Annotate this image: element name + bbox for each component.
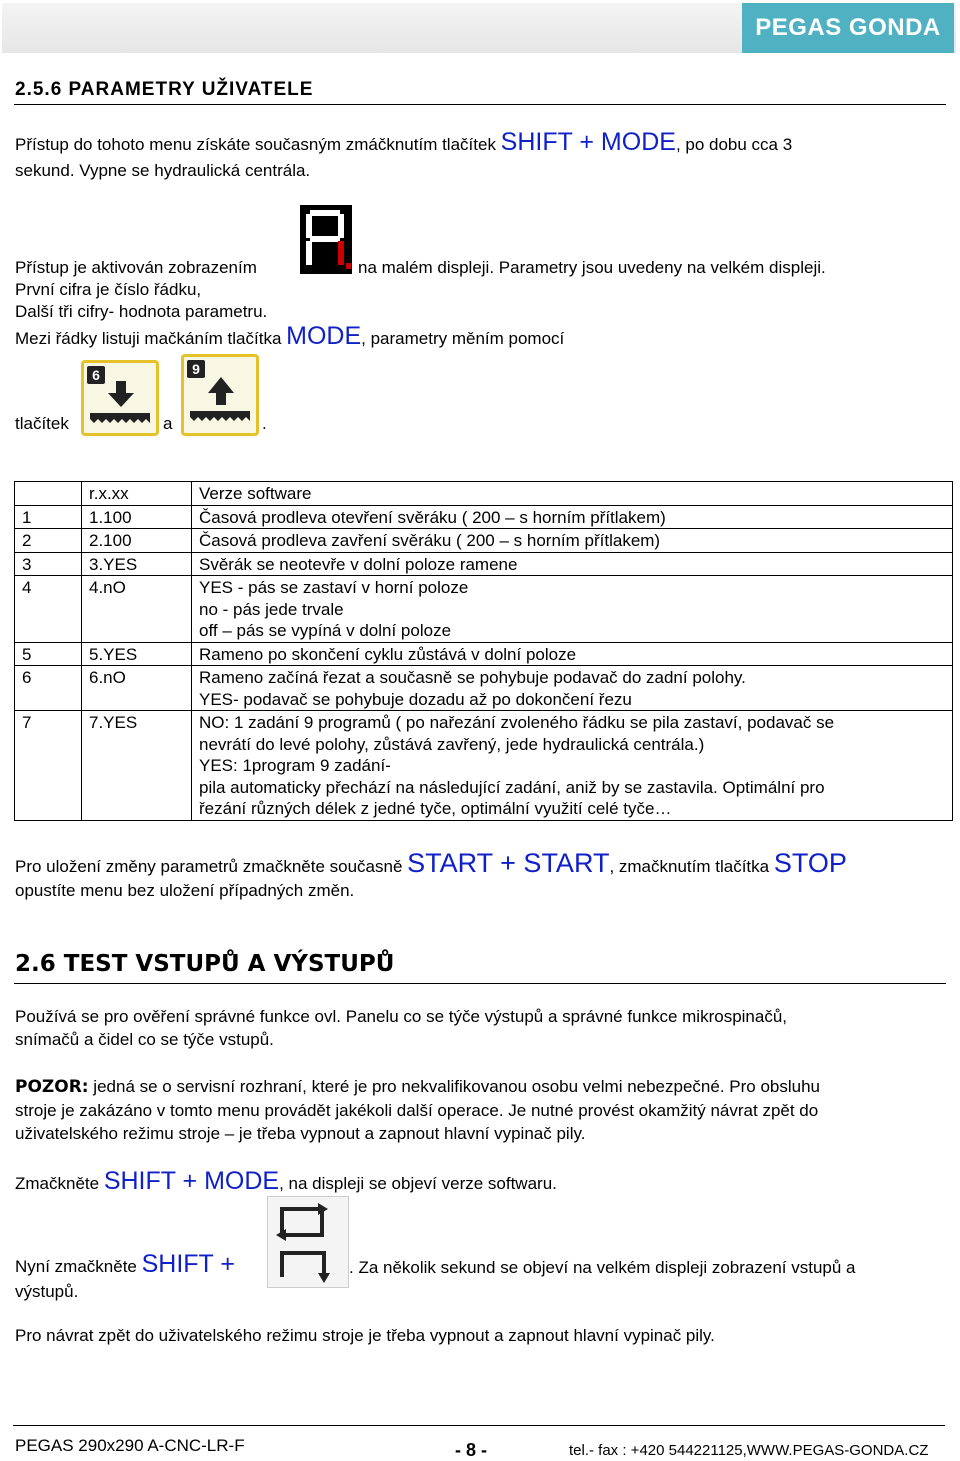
text: , zmačknutím tlačítka bbox=[609, 857, 774, 876]
description-line: Verze software bbox=[199, 484, 312, 503]
footer-model: PEGAS 290x290 A-CNC-LR-F bbox=[15, 1436, 245, 1455]
table-row bbox=[15, 505, 953, 529]
io-test-button-icon bbox=[267, 1196, 349, 1288]
paragraph-press-shift bbox=[15, 1250, 235, 1278]
key-shift-mode: SHIFT + MODE bbox=[500, 128, 676, 156]
description-line: off – pás se vypíná v dolní poloze bbox=[199, 621, 452, 640]
table-row bbox=[15, 482, 953, 506]
row-number: 7 bbox=[15, 711, 82, 821]
parameter-description bbox=[192, 711, 953, 821]
description-line: YES - pás se zastaví v horní poloze bbox=[199, 578, 469, 597]
parameter-code: 3.YES bbox=[82, 552, 192, 576]
paragraph-press-shift-b: . Za několik sekund se objeví na velkém displeji zobrazení vstupů a bbox=[349, 1258, 856, 1277]
paragraph-usage: Používá se pro ověření správné funkce ovl. Panelu co se týče výstupů a správné funkce mikrospinačů, bbox=[15, 1007, 788, 1026]
parameter-code: 2.100 bbox=[82, 529, 192, 553]
table-row bbox=[15, 529, 953, 553]
parameter-description bbox=[192, 576, 953, 643]
parameter-description bbox=[192, 666, 953, 711]
text: jedná se o servisní rozhraní, které je pro nekvalifikovanou osobu velmi nebezpečné. Pro obsluhu bbox=[88, 1077, 821, 1096]
description-line: pila automaticky přechází na následující zadání, aniž by se zastavila. Optimální pro bbox=[199, 777, 825, 797]
parameter-description bbox=[192, 505, 953, 529]
parameter-code: 7.YES bbox=[82, 711, 192, 821]
text: Pro uložení změny parametrů zmačkněte současně bbox=[15, 857, 408, 876]
row-number: 1 bbox=[15, 505, 82, 529]
seven-segment-display-icon bbox=[300, 205, 352, 274]
description-line: nevrátí do levé polohy, zůstává zavřený, jede hydraulická centrála.) bbox=[199, 734, 705, 754]
table-row bbox=[15, 576, 953, 643]
description-line: Rameno po skončení cyklu zůstává v dolní poloze bbox=[199, 644, 577, 664]
text: Přístup do tohoto menu získáte současným zmáčknutím tlačítek bbox=[15, 135, 501, 154]
description-line: Časová prodleva zavření svěráku ( 200 – s horním přítlakem) bbox=[199, 531, 661, 550]
paragraph-warning bbox=[15, 1076, 820, 1098]
section-title-26: 2.6 TEST VSTUPŮ A VÝSTUPŮ bbox=[15, 951, 395, 977]
key-shift: SHIFT + bbox=[141, 1250, 235, 1278]
parameters-table bbox=[14, 481, 953, 821]
parameter-code: 5.YES bbox=[82, 642, 192, 666]
text: , po dobu cca 3 bbox=[675, 135, 793, 154]
label-buttons: tlačítek bbox=[15, 414, 69, 433]
paragraph-activated-b: na malém displeji. Parametry jsou uvedeny na velkém displeji. bbox=[358, 258, 826, 277]
row-number: 6 bbox=[15, 666, 82, 711]
button-number: 9 bbox=[187, 360, 205, 378]
paragraph-mode bbox=[15, 322, 565, 350]
description-line: YES- podavač se pohybuje dozadu až po dokončení řezu bbox=[199, 689, 632, 709]
parameter-description bbox=[192, 552, 953, 576]
parameter-description bbox=[192, 642, 953, 666]
parameter-code: r.x.xx bbox=[82, 482, 192, 506]
title-rule bbox=[14, 983, 946, 984]
company-logo: PEGAS GONDA bbox=[742, 3, 954, 53]
paragraph-first-digit: První cifra je číslo řádku, bbox=[15, 280, 202, 299]
row-number: 2 bbox=[15, 529, 82, 553]
paragraph-press-shift-line2: výstupů. bbox=[15, 1282, 79, 1301]
key-shift-mode: SHIFT + MODE bbox=[103, 1167, 280, 1195]
paragraph-save-line2: opustíte menu bez uložení případných změn. bbox=[15, 881, 355, 900]
row-number bbox=[15, 482, 82, 506]
display-char: A bbox=[300, 205, 301, 206]
table-row bbox=[15, 552, 953, 576]
button-number: 6 bbox=[87, 366, 105, 384]
title-rule bbox=[14, 104, 946, 105]
parameter-code: 1.100 bbox=[82, 505, 192, 529]
paragraph-press-shift-mode bbox=[15, 1167, 557, 1195]
button-9-up-icon bbox=[181, 354, 259, 436]
table-row bbox=[15, 666, 953, 711]
paragraph-access-line2: sekund. Vypne se hydraulická centrála. bbox=[15, 161, 311, 180]
table-row bbox=[15, 642, 953, 666]
description-line: YES: 1program 9 zadání- bbox=[199, 756, 391, 775]
text: Nyní zmačkněte bbox=[15, 1257, 142, 1276]
label-and: a bbox=[163, 414, 173, 433]
description-line: NO: 1 zadání 9 programů ( po nařezání zvoleného řádku se pila zastaví, podavač se bbox=[199, 713, 835, 732]
paragraph-warning-line2: stroje je zakázáno v tomto menu provádět jakékoli další operace. Je nutné provést okamžitý návrat zpět do bbox=[15, 1101, 819, 1120]
paragraph-next-digits: Další tři cifry- hodnota parametru. bbox=[15, 302, 268, 321]
text: Mezi řádky listuji mačkáním tlačítka bbox=[15, 329, 287, 348]
footer-rule bbox=[13, 1425, 945, 1426]
description-line: Svěrák se neotevře v dolní poloze ramene bbox=[199, 554, 518, 574]
row-number: 4 bbox=[15, 576, 82, 643]
description-line: řezání různých délek z jedné tyče, optimální využití celé tyče… bbox=[199, 799, 672, 818]
paragraph-access bbox=[15, 128, 793, 156]
parameter-code: 6.nO bbox=[82, 666, 192, 711]
description-line: Časová prodleva otevření svěráku ( 200 – s horním přítlakem) bbox=[199, 507, 666, 527]
paragraph-save bbox=[15, 848, 847, 878]
description-line: no - pás jede trvale bbox=[199, 599, 344, 619]
text: , na displeji se objeví verze softwaru. bbox=[279, 1174, 557, 1193]
text: Zmačkněte bbox=[15, 1174, 104, 1193]
button-6-down-icon bbox=[81, 360, 159, 436]
paragraph-usage-line2: snímačů a čidel co se týče vstupů. bbox=[15, 1030, 274, 1049]
description-line: Rameno začíná řezat a současně se pohybuje podavač do zadní polohy. bbox=[199, 668, 746, 687]
key-mode: MODE bbox=[286, 322, 362, 350]
text: , parametry měním pomocí bbox=[361, 329, 565, 348]
parameter-description bbox=[192, 482, 953, 506]
footer-contact: tel.- fax : +420 544221125,WWW.PEGAS-GONDA.CZ bbox=[569, 1442, 929, 1459]
key-stop: STOP bbox=[773, 848, 847, 878]
parameter-code: 4.nO bbox=[82, 576, 192, 643]
table-row bbox=[15, 711, 953, 821]
page-number: - 8 - bbox=[455, 1440, 488, 1460]
section-title-256: 2.5.6 PARAMETRY UŽIVATELE bbox=[15, 79, 314, 100]
label-period: . bbox=[262, 414, 267, 433]
key-start-start: START + START bbox=[407, 848, 610, 878]
row-number: 3 bbox=[15, 552, 82, 576]
paragraph-warning-line3: uživatelského režimu stroje – je třeba vypnout a zapnout hlavní vypinač pily. bbox=[15, 1124, 586, 1143]
row-number: 5 bbox=[15, 642, 82, 666]
paragraph-activated: Přístup je aktivován zobrazením bbox=[15, 258, 257, 277]
paragraph-return: Pro návrat zpět do uživatelského režimu stroje je třeba vypnout a zapnout hlavní vypinač pily. bbox=[15, 1326, 715, 1345]
warning-label: POZOR: bbox=[15, 1077, 89, 1097]
parameter-description bbox=[192, 529, 953, 553]
